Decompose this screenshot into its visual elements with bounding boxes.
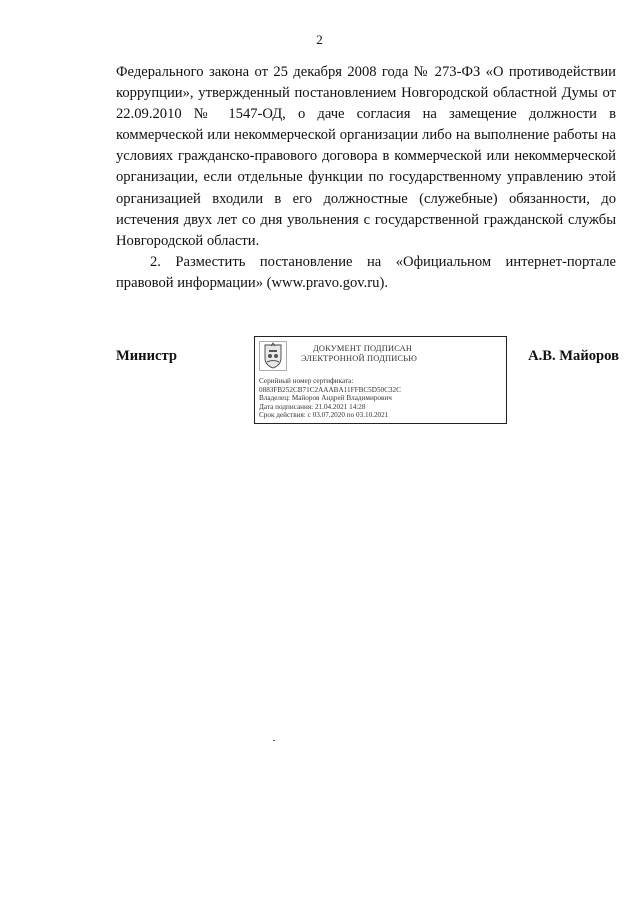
certificate-number: 0883FB252CB71C2AAABA11FFBC5D50C32C [259,385,401,394]
signer-name: А.В. Майоров [528,348,619,364]
page-number: 2 [316,32,323,47]
stamp-title-line-2: ЭЛЕКТРОННОЙ ПОДПИСЬЮ [301,354,418,364]
scan-speck [273,740,275,741]
paragraph-1: Федерального закона от 25 декабря 2008 года № 273-ФЗ «О противодействии коррупции», утвержденный постановлением Новгородской областной Думы от 22.09.2010 № 1547-ОД, о даче согласия на замещение должности в коммерческой или некоммерческой организации либо на выполнение работы на условиях гражданско-правового договора в коммерческой или некоммерческой организации, если отдельные функции по государственному управлению этой организацией входили в его должностные (служебные) обязанности, до истечения двух лет со дня увольнения с государственной гражданской службы Новгородской области. [116,64,616,249]
paragraph-2: 2. Разместить постановление на «Официальном интернет-портале правовой информации» (www.pravo.gov.ru). [116,253,616,291]
signature-block [116,336,619,428]
certificate-owner: Владелец: Майоров Андрей Владимирович [259,394,392,403]
stamp-title-line-1: ДОКУМЕНТ ПОДПИСАН [313,344,413,353]
signer-position: Министр [116,348,177,364]
certificate-validity: Срок действия: с 03.07.2020 по 03.10.2021 [259,411,389,420]
certificate-label: Серийный номер сертификата: [259,377,354,385]
novgorod-coat-of-arms-icon [259,341,287,371]
electronic-signature-stamp [254,336,507,424]
signing-date: Дата подписания: 21.04.2021 14:28 [259,402,366,411]
document-body [116,62,616,294]
stamp-title [301,344,417,365]
stamp-details [259,377,401,420]
